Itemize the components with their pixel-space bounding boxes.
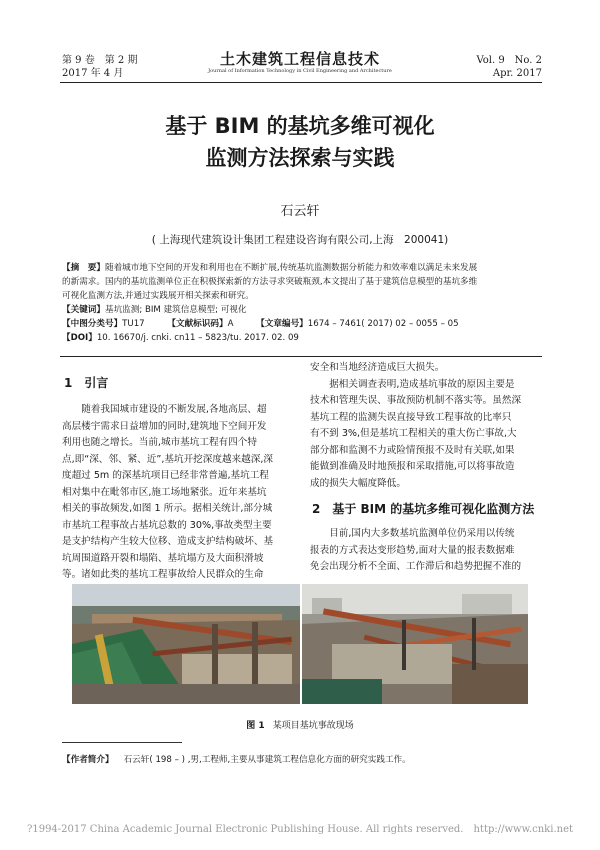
doc-code-label: 【文献标识码】: [167, 319, 228, 329]
author-footnote: [62, 754, 538, 767]
right-line: 技术和管理失误、事故预防机制不落实等。虽然深: [310, 395, 522, 406]
section-1-line: 是支护结构产生较大位移、造成支护结构破坏、基: [62, 536, 274, 547]
right-line: 报表的方式表达变形趋势,面对大量的报表数据难: [310, 544, 515, 556]
construction-site-photo-left: [72, 584, 300, 704]
left-column: [62, 402, 294, 584]
construction-site-photo-right: [302, 584, 528, 704]
header-right: [476, 54, 542, 80]
paper-title: [60, 110, 540, 174]
abstract-line-2: 的新需求。国内的基坑监测单位正在积极探索新的方法寻求突破瓶颈,本文提出了基于建筑信息模型的基坑多维: [62, 277, 478, 287]
section-1-line: 相关的事故频发,如图 1 所示。据相关统计,部分城: [62, 503, 273, 514]
footnote-rule: [62, 742, 182, 743]
figure-1-caption: [60, 718, 540, 731]
doi-value: 10. 16670/j. cnki. cn11 – 5823/tu. 2017. 02. 09: [96, 333, 299, 343]
section-1-line: 高层楼宇需求日益增加的同时,建筑地下空间开发: [62, 420, 267, 432]
date-cn: 2017 年 4 月: [62, 68, 124, 79]
header-left: [62, 54, 137, 80]
right-line: 有不到 3%,但是基坑工程相关的重大伤亡事故,大: [310, 428, 517, 439]
doi-line: [62, 331, 538, 345]
copyright-line: ?1994-2017 China Academic Journal Electronic Publishing House. All rights reserved. http://www.cnki.net: [26, 824, 573, 835]
figure-1-photo-right: [302, 584, 528, 704]
article-number-label: 【文章编号】: [256, 319, 308, 329]
author: 石云轩: [280, 204, 320, 219]
right-line: 成的损失大幅度降低。: [310, 477, 406, 489]
right-line: 能做到准确及时地预报和采取措施,可以将事故造: [310, 461, 515, 472]
right-line: 安全和当地经济造成巨大损失。: [310, 362, 445, 373]
right-line: 部分都和监测不力或险情预报不及时有关联,如果: [310, 444, 515, 456]
right-line: 目前,国内大多数基坑监测单位仍采用以传统: [329, 528, 515, 539]
header-rule: [60, 82, 542, 83]
journal-masthead: [200, 50, 400, 75]
keywords-label: 【关键词】: [62, 305, 105, 315]
volume-issue: 第 9 卷 第 2 期: [62, 55, 138, 66]
title-line-2: 监测方法探索与实践: [205, 146, 395, 170]
right-line: 免会出现分析不全面、工作滞后和趋势把握不准的: [310, 561, 522, 572]
section-1-line: 市基坑工程事故占基坑总数的 30%,事故类型主要: [62, 519, 272, 531]
section-1-line: 点,即“深、邻、紧、近”,基坑开挖深度越来越深,深: [62, 453, 273, 465]
clc-value: TU17: [122, 319, 145, 329]
figure-caption-text: 某项目基坑事故现场: [272, 721, 354, 731]
footnote-text: 石云轩( 198 – ) ,男,工程师,主要从事建筑工程信息化方面的研究实践工作。: [123, 755, 411, 765]
section-1-heading: 1 引言: [64, 376, 109, 390]
volume-issue-en: Vol. 9 No. 2: [476, 55, 542, 66]
title-line-1: 基于 BIM 的基坑多维可视化: [165, 114, 435, 138]
abstract-line-1: [62, 261, 538, 275]
section-1-line: 度超过 5m 的深基坑项目已经非常普遍,基坑工程: [62, 470, 269, 481]
classification-line: [62, 317, 538, 331]
clc-label: 【中图分类号】: [62, 319, 123, 329]
abstract-label: 【摘 要】: [62, 263, 105, 273]
keywords-text: 基坑监测; BIM 建筑信息模型; 可视化: [104, 305, 247, 315]
footnote-label: 【作者简介】: [62, 755, 114, 765]
section-1-line: 利用也随之增长。当前,城市基坑工程有四个特: [62, 437, 257, 448]
abstract-text-1: 随着城市地下空间的开发和利用也在不断扩展,传统基坑监测数据分析能力和效率难以满足未来发展: [104, 263, 478, 273]
figure-label: 图 1: [246, 721, 265, 731]
figure-1-photo-left: [72, 584, 300, 704]
right-line: 基坑工程的监测失误直接导致工程事故的比率只: [310, 411, 512, 423]
abstract-line-3: 可视化监测方法,并通过实践展开相关探索和研究。: [62, 291, 254, 301]
doi-label: 【DOI】: [62, 333, 97, 343]
section-2-heading: 2 基于 BIM 的基坑多维可视化监测方法: [312, 502, 535, 516]
keywords-line: [62, 303, 538, 317]
section-1-line: 相对集中在毗邻市区,施工场地紧张。近年来基坑: [62, 486, 267, 498]
abstract-rule: [60, 356, 542, 357]
doc-code-value: A: [227, 319, 234, 329]
article-number-value: 1674 – 7461( 2017) 02 – 0055 – 05: [307, 319, 459, 329]
section-1-line: 随着我国城市建设的不断发展,各地高层、超: [81, 404, 267, 415]
journal-name: 土木建筑工程信息技术: [219, 50, 380, 68]
abstract-block: [62, 261, 538, 345]
section-1-line: 等。诸如此类的基坑工程事故给人民群众的生命: [62, 569, 264, 580]
right-column: [310, 360, 540, 492]
journal-name-en: Journal of Information Technology in Civil Engineering and Architecture: [208, 68, 392, 74]
affiliation: ( 上海现代建筑设计集团工程建设咨询有限公司,上海 200041): [151, 234, 449, 246]
section-1-line: 坑周围道路开裂和塌陷、基坑塌方及大面积滑坡: [62, 552, 264, 564]
date-en: Apr. 2017: [492, 68, 542, 79]
right-line: 据相关调查表明,造成基坑事故的原因主要是: [329, 378, 515, 390]
right-column-para3: [310, 526, 540, 576]
